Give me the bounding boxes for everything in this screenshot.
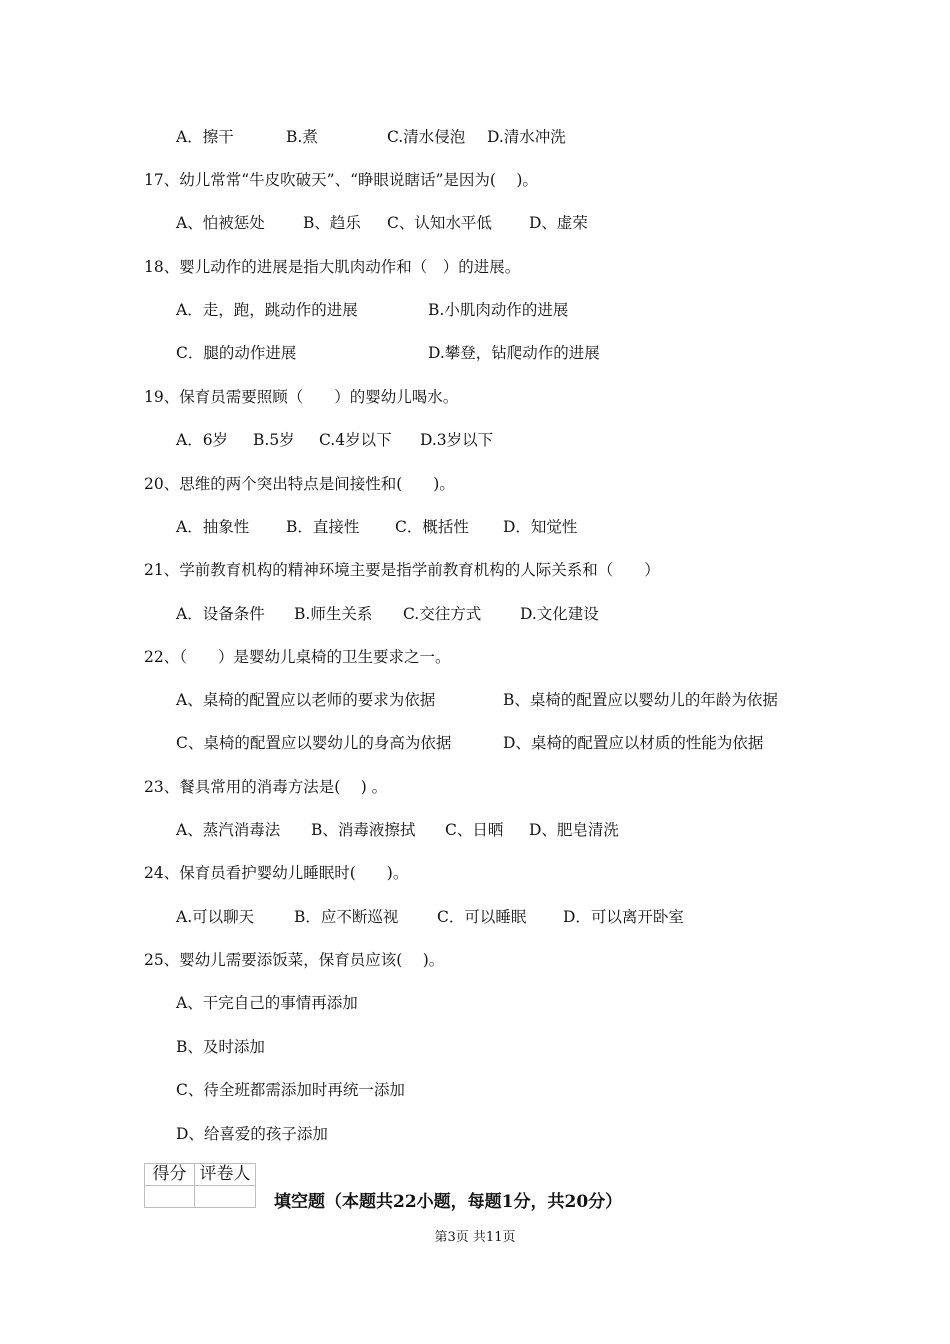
option-a: A、干完自己的事情再添加: [176, 994, 358, 1012]
option-d: D.清水冲洗: [487, 128, 566, 146]
grader-cell: [195, 1186, 256, 1208]
option-b: B．直接性: [286, 518, 360, 536]
grader-label: 评卷人: [195, 1164, 256, 1186]
option-c: C、日晒: [445, 821, 504, 839]
option-c: C.4岁以下: [319, 431, 392, 449]
option-c: C．腿的动作进展: [176, 344, 297, 362]
question-19-stem: 19、保育员需要照顾（ ）的婴幼儿喝水。: [144, 388, 459, 406]
option-c: C、认知水平低: [387, 214, 492, 232]
option-d: D.3岁以下: [420, 431, 494, 449]
option-b: B.煮: [286, 128, 318, 146]
option-a: A.可以聊天: [176, 908, 255, 926]
option-a: A．设备条件: [176, 605, 265, 623]
option-b: B.师生关系: [294, 605, 373, 623]
option-c: C．可以睡眠: [437, 908, 527, 926]
question-17-stem: 17、幼儿常常“牛皮吹破天”、“睁眼说瞎话”是因为( )。: [144, 171, 538, 189]
option-d: D、肥皂清洗: [529, 821, 619, 839]
option-c: C.清水侵泡: [387, 128, 466, 146]
option-a: A．擦干: [176, 128, 234, 146]
page-footer: 第3页 共11页: [434, 1230, 516, 1245]
option-c: C.交往方式: [403, 605, 482, 623]
option-c: C．概括性: [395, 518, 469, 536]
option-a: A、怕被惩处: [176, 214, 265, 232]
option-d: D、虚荣: [529, 214, 588, 232]
question-20-stem: 20、思维的两个突出特点是间接性和( )。: [144, 475, 455, 493]
option-b: B、及时添加: [176, 1038, 265, 1056]
option-c: C、待全班都需添加时再统一添加: [176, 1081, 405, 1099]
question-18-stem: 18、婴儿动作的进展是指大肌肉动作和（ ）的进展。: [144, 258, 521, 276]
question-22-stem: 22、（ ）是婴幼儿桌椅的卫生要求之一。: [144, 648, 451, 666]
option-b: B、桌椅的配置应以婴幼儿的年龄为依据: [503, 691, 778, 709]
score-cell: [145, 1186, 195, 1208]
question-21-stem: 21、学前教育机构的精神环境主要是指学前教育机构的人际关系和（ ）: [144, 561, 660, 579]
option-c: C、桌椅的配置应以婴幼儿的身高为依据: [176, 734, 452, 752]
question-24-stem: 24、保育员看护婴幼儿睡眠时( )。: [144, 864, 409, 882]
option-b: B．应不断巡视: [294, 908, 399, 926]
question-23-stem: 23、餐具常用的消毒方法是( ) 。: [144, 778, 388, 796]
section-title: 填空题（本题共22小题，每题1分，共20分）: [274, 1192, 623, 1212]
option-a: A、蒸汽消毒法: [176, 821, 281, 839]
option-a: A、桌椅的配置应以老师的要求为依据: [176, 691, 436, 709]
option-b: B.5岁: [253, 431, 295, 449]
score-label: 得分: [145, 1164, 195, 1186]
option-b: B、消毒液擦拭: [311, 821, 416, 839]
option-d: D．知觉性: [503, 518, 578, 536]
option-d: D.攀登，钻爬动作的进展: [428, 344, 600, 362]
option-a: A．6岁: [176, 431, 229, 449]
option-d: D、桌椅的配置应以材质的性能为依据: [503, 734, 764, 752]
score-box: [144, 1163, 256, 1208]
option-b: B.小肌肉动作的进展: [428, 301, 569, 319]
option-d: D、给喜爱的孩子添加: [176, 1125, 328, 1143]
question-25-stem: 25、婴幼儿需要添饭菜，保育员应该( )。: [144, 951, 445, 969]
option-a: A．抽象性: [176, 518, 250, 536]
option-d: D.文化建设: [520, 605, 599, 623]
option-d: D．可以离开卧室: [563, 908, 684, 926]
option-a: A．走，跑，跳动作的进展: [176, 301, 358, 319]
option-b: B、趋乐: [303, 214, 361, 232]
